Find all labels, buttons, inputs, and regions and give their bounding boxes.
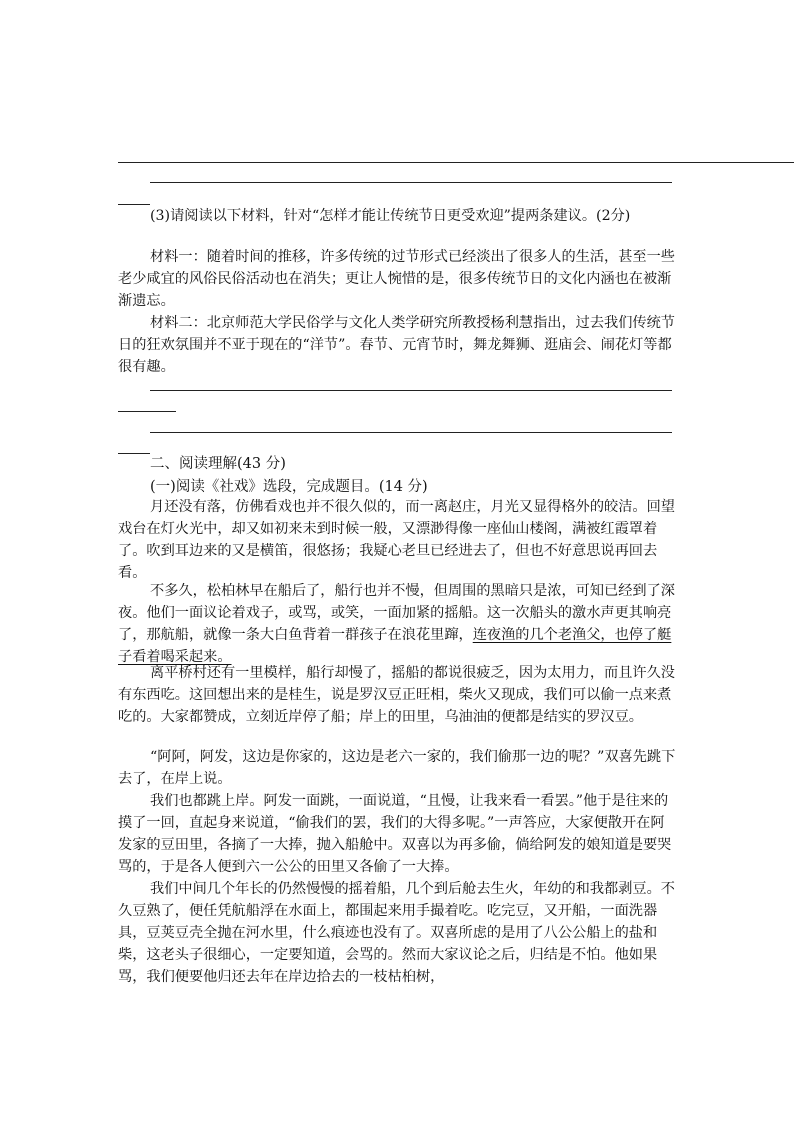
material-1	[118, 246, 678, 312]
material-2-text: 北京师范大学民俗学与文化人类学研究所教授杨利慧指出，过去我们传统节日的狂欢氛围并不亚于现在的“洋节”。春节、元宵节时，舞龙舞狮、逛庙会、闹花灯等都很有趣。	[118, 315, 675, 375]
material-1-label: 材料一：	[150, 249, 207, 265]
material-2	[118, 312, 678, 378]
passage-paragraph-4: “阿阿，阿发，这边是你家的，这边是老六一家的，我们偷那一边的呢？”双喜先跳下去了，在岸上说。	[118, 749, 676, 787]
question-3-prompt: (3)请阅读以下材料，针对“怎样才能让传统节日更受欢迎”提两条建议。(2分)	[150, 208, 631, 224]
section-2-title: 二、阅读理解(43 分)	[150, 456, 286, 472]
passage-paragraph-3: 离平桥村还有一里模样，船行却慢了，摇船的都说很疲乏，因为太用力，而且许久没有东西吃。这回想出来的是桂生，说是罗汉豆正旺相，柴火又现成，我们可以偷一点来煮吃的。大家都赞成，立刻近岸停了船；岸上的田里，乌油油的便都是结实的罗汉豆。	[118, 665, 675, 725]
material-1-text: 随着时间的推移，许多传统的过节形式已经淡出了很多人的生活，甚至一些老少咸宜的风俗民俗活动也在消失；更让人惋惜的是，很多传统节日的文化内涵也在被渐渐遗忘。	[118, 249, 675, 309]
passage-paragraph-1: 月还没有落，仿佛看戏也并不很久似的，而一离赵庄，月光又显得格外的皎洁。回望戏台在灯火光中，却又如初来未到时候一般，又漂渺得像一座仙山楼阁，满被红霞罩着了。吹到耳边来的又是横笛，很悠扬；我疑心老旦已经进去了，但也不好意思说再回去看。	[118, 499, 675, 581]
section-2-subtitle: (一)阅读《社戏》选段，完成题目。(14 分)	[150, 479, 428, 495]
passage-paragraph-2	[118, 580, 678, 668]
material-2-label: 材料二：	[150, 315, 207, 331]
answer-line	[150, 432, 672, 433]
answer-line-short	[118, 411, 176, 412]
passage-paragraph-6: 我们中间几个年长的仍然慢慢的摇着船，几个到后舱去生火，年幼的和我都剥豆。不久豆熟了，便任凭航船浮在水面上，都围起来用手撮着吃。吃完豆，又开船，一面洗器具，豆荚豆壳全抛在河水里，什么痕迹也没有了。双喜所虑的是用了八公公船上的盐和柴，这老头子很细心，一定要知道，会骂的。然而大家议论之后，归结是不怕。他如果骂，我们便要他归还去年在岸边拾去的一枝枯桕树，	[118, 881, 675, 985]
underlined-sentence: 连夜渔的几个老渔父，也停了艇子看着喝采起来。	[118, 627, 672, 665]
answer-line	[150, 390, 672, 391]
answer-line	[150, 182, 672, 183]
passage-paragraph-5: 我们也都跳上岸。阿发一面跳，一面说道，“且慢，让我来看一看罢。”他于是往来的摸了一回，直起身来说道，“偷我们的罢，我们的大得多呢。”一声答应，大家便散开在阿发家的豆田里，各摘了一大捧，抛入船舱中。双喜以为再多偷，倘给阿发的娘知道是要哭骂的，于是各人便到六一公公的田里又各偷了一大捧。	[118, 793, 672, 875]
top-rule	[118, 162, 794, 163]
answer-line-short	[118, 453, 150, 454]
paragraph-2-text: 不多久，松柏林早在船后了，船行也并不慢，但周围的黑暗只是浓，可知已经到了深夜。他们一面议论着戏子，或骂，或笑，一面加紧的摇船。这一次船头的激水声更其响亮了，那航船，就像一条大白鱼背着一群孩子在浪花里蹿，	[118, 583, 675, 643]
